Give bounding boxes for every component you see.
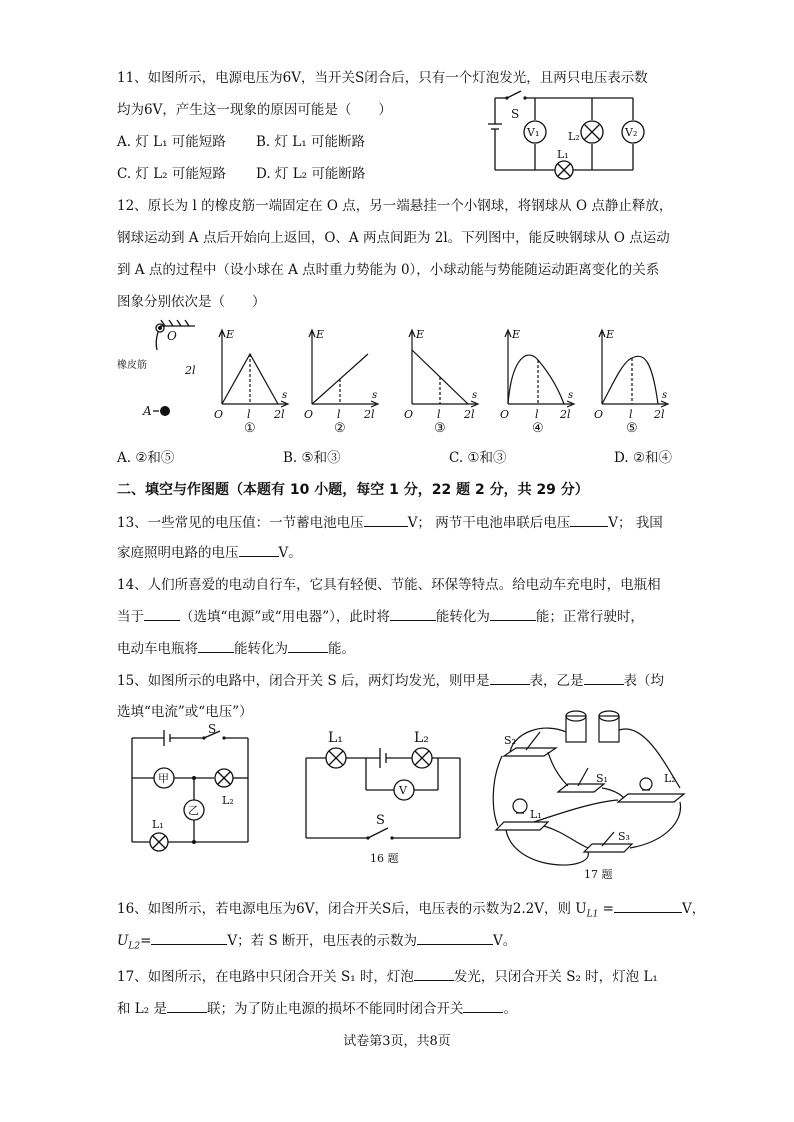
fig16-caption: 16 题 [370,852,399,865]
q15-text-2: 表，乙是 [529,673,584,689]
graph-2l-label: 2l [560,408,571,421]
q13-text-2: V； 两节干电池串联后电压 [407,515,571,531]
q14-blank-1[interactable] [144,608,180,621]
q17-blank-3[interactable] [463,1000,503,1013]
q11-option-b: B. 灯 L₁ 可能断路 [256,134,365,150]
graph-2l-label: 2l [654,408,665,421]
graph-e-label: E [416,328,425,341]
graph-s-label: s [662,390,668,401]
fig17-caption: 17 题 [584,868,613,881]
q12-graph-3 [402,326,482,434]
q12-line2: 钢球运动到 A 点后开始向上返回，O、A 两点间距为 2l。下列图中，能反映钢球从 O 点运动 [117,230,670,246]
q12-rubber-band-figure [115,318,205,428]
fig15-yi-label: 乙 [188,804,199,817]
graph-2l-label: 2l [464,408,475,421]
fig17-s3-label: S₃ [618,830,630,843]
q13-text-3: V； 我国 [608,515,663,531]
q14-blank-4[interactable] [198,640,234,653]
graph-number: ③ [434,421,446,436]
graph-number: ④ [532,421,544,436]
fig16-circuit-diagram [298,728,468,870]
q11-v1-label: V₁ [527,126,540,139]
q12-graph-4 [498,326,578,434]
q13-text-1: 13、一些常见的电压值：一节蓄电池电压 [117,515,364,531]
q14-text-5: 电动车电瓶将 [117,641,198,657]
q11-line1: 11、如图所示，电源电压为6V，当开关S闭合后，只有一个灯泡发光，且两只电压表示数 [117,70,648,86]
graph-l-label: l [247,408,251,421]
q12-option-b: B. ⑤和③ [283,450,341,466]
graph-o-label: O [214,408,224,421]
q14-blank-3[interactable] [490,608,536,621]
fig17-l1-label: L₁ [530,808,542,821]
q12-fig-a-label: A [143,404,152,418]
q12-graph-5 [592,326,672,434]
q11-switch-label: S [511,107,520,121]
q13-text-4: 家庭照明电路的电压 [117,545,239,561]
fig15-l2-label: L₂ [222,794,234,807]
q16-blank-3[interactable] [417,932,493,945]
q14-line3 [117,637,355,657]
q15-text-3: 表（均 [623,673,665,689]
q12-fig-length-label: 2l [185,364,196,377]
graph-s-label: s [568,390,574,401]
q16-text-5: = [140,933,152,949]
q17-blank-2[interactable] [167,1000,207,1013]
graph-number: ① [244,421,256,436]
graph-o-label: O [500,408,510,421]
graph-2l-label: 2l [274,408,285,421]
q14-line2 [117,605,644,625]
graph-number: ② [334,421,346,436]
q13-blank-2[interactable] [570,514,608,527]
q11-l1-label: L₁ [557,148,569,161]
q12-fig-rubber-label: 橡皮筋 [117,360,147,371]
q16-blank-1[interactable] [614,900,682,913]
q16-line1 [117,897,705,920]
q12-option-d: D. ②和④ [614,450,673,466]
graph-e-label: E [606,328,615,341]
q15-line2: 选填“电流”或“电压”） [117,704,253,720]
q15-blank-1[interactable] [490,672,530,685]
q12-graph-1 [212,326,292,434]
graph-2l-label: 2l [364,408,375,421]
fig15-jia-label: 甲 [158,772,169,785]
fig16-v-label: V [399,784,407,797]
q12-fig-o-label: O [167,329,177,343]
q11-option-c: C. 灯 L₂ 可能短路 [117,166,226,182]
fig17-l2-label: L₂ [664,772,676,785]
q16-text-6: V；若 S 断开，电压表的示数为 [227,933,417,949]
q12-line3: 到 A 点的过程中（设小球在 A 点时重力势能为 0），小球动能与势能随运动距离变化的关系 [117,262,660,278]
graph-s-label: s [372,390,378,401]
fig15-switch-label: S [208,722,217,736]
q14-text-7: 能。 [328,641,355,657]
graph-o-label: O [304,408,314,421]
q17-blank-1[interactable] [414,968,454,981]
q16-text-3: V， [681,901,706,917]
q16-text-7: V。 [493,933,517,949]
fig15-l1-label: L₁ [152,818,164,831]
q13-line1 [117,511,663,531]
fig17-s1-label: S₁ [596,772,608,785]
q16-text-2: = [598,901,614,917]
q17-text-2: 发光，只闭合开关 S₂ 时，灯泡 L₁ [453,969,658,985]
graph-number: ⑤ [626,421,638,436]
q13-line2 [117,541,302,561]
q17-text-1: 17、如图所示，在电路中只闭合开关 S₁ 时，灯泡 [117,969,414,985]
graph-e-label: E [512,328,521,341]
q17-line2 [117,997,517,1017]
q11-l2-label: L₂ [568,130,580,143]
fig15-circuit-diagram [124,724,264,874]
fig16-l1-label: L₁ [328,730,343,746]
graph-l-label: l [629,408,633,421]
q17-line1 [117,965,658,985]
graph-o-label: O [404,408,414,421]
fig16-l2-label: L₂ [414,730,429,746]
page-footer: 试卷第3页，共8页 [343,1034,451,1049]
graph-l-label: l [337,408,341,421]
q12-line4: 图象分别依次是（ ） [117,294,266,310]
graph-o-label: O [594,408,604,421]
graph-e-label: E [316,328,325,341]
q14-text-4: 能；正常行驶时， [535,609,644,625]
q16-text-4: U [117,933,129,949]
graph-l-label: l [535,408,539,421]
q13-blank-3[interactable] [239,544,279,557]
q11-option-a: A. 灯 L₁ 可能短路 [117,134,226,150]
q14-text-2: （选填“电源”或“用电器”），此时将 [180,609,390,625]
q16-sub-l2: L2 [128,941,141,952]
q11-v2-label: V₂ [625,126,638,139]
q15-line1 [117,669,664,689]
q15-text-1: 15、如图所示的电路中，闭合开关 S 后，两灯均发光，则甲是 [117,673,490,689]
q16-text-1: 16、如图所示，若电源电压为6V，闭合开关S后，电压表的示数为2.2V，则 U [117,901,587,917]
q12-graph-2 [302,326,382,434]
q17-text-5: 。 [503,1001,517,1017]
q11-line2: 均为6V，产生这一现象的原因可能是（ ） [117,102,392,118]
q14-text-1: 当于 [117,609,144,625]
q13-text-5: V。 [278,545,302,561]
fig17-circuit-sketch [484,702,704,882]
fig16-switch-label: S [376,813,385,828]
q16-line2 [117,929,516,952]
graph-s-label: s [282,390,288,401]
q12-option-a: A. ②和⑤ [117,450,175,466]
graph-e-label: E [226,328,235,341]
fig17-s2-label: S₂ [504,734,516,747]
q13-blank-1[interactable] [364,514,408,527]
graph-l-label: l [437,408,441,421]
q11-circuit-diagram [485,88,655,180]
graph-s-label: s [472,390,478,401]
q17-text-4: 联；为了防止电源的损坏不能同时闭合开关 [206,1001,464,1017]
q14-text-6: 能转化为 [234,641,288,657]
q16-blank-2[interactable] [151,932,227,945]
q14-line1: 14、人们所喜爱的电动自行车，它具有轻便、节能、环保等特点。给电动车充电时，电瓶相 [117,577,661,593]
q14-blank-2[interactable] [390,608,436,621]
section-2-title: 二、填空与作图题（本题有 10 小题，每空 1 分，22 题 2 分，共 29 分） [117,482,589,498]
q14-text-3: 能转化为 [435,609,490,625]
q14-blank-5[interactable] [288,640,328,653]
q15-blank-2[interactable] [584,672,624,685]
q12-line1: 12、原长为 l 的橡皮筋一端固定在 O 点，另一端悬挂一个小钢球，将钢球从 O 点静止释放， [117,198,673,214]
q17-text-3: 和 L₂ 是 [117,1001,167,1017]
q11-option-d: D. 灯 L₂ 可能断路 [256,166,366,182]
q16-sub-l1: L1 [586,909,599,920]
q12-option-c: C. ①和③ [449,450,507,466]
